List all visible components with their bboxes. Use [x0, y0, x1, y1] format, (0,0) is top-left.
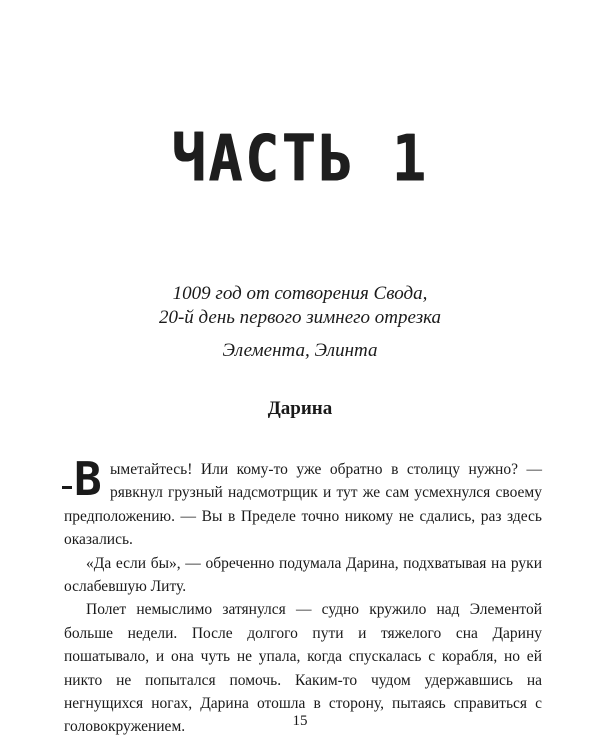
- paragraph: [64, 452, 542, 552]
- place-line: Элемента, Элинта: [222, 340, 378, 361]
- dash-mark: [62, 486, 72, 489]
- paragraph: «Да если бы», — обреченно подумала Дарина, подхватывая на руки ослабевшую Литу.: [64, 554, 542, 596]
- date-line-2: 20-й день первого зимнего отрезка: [158, 307, 442, 328]
- date-line-1: 1009 год от сотворения Свода,: [172, 283, 428, 304]
- paragraph-text: ыметайтесь! Или кому-то уже обратно в столицу нужно? — рявкнул грузный надсмотрщик и тут же сам усмехнулся своему предположению. — Вы в Пределе точно никому не сдались, раз здесь оказались.: [64, 461, 542, 549]
- drop-cap-block: [62, 452, 104, 506]
- page-number: 15: [292, 713, 308, 729]
- body-text: [64, 452, 542, 739]
- chapter-heading: Дарина: [267, 398, 333, 419]
- paragraph: Полет немыслимо затянулся — судно кружило над Элементой больше недели. После долгого пути и тяжелого сна Дарину пошатывало, и она чуть не упала, когда спускалась с корабля, но ей никто не попытался помочь. Каким-то чудом удержавшись на негнущихся ногах, Дарина отошла в сторону, пытаясь справиться с головокружением.: [64, 601, 542, 736]
- drop-cap: В: [74, 452, 102, 506]
- part-title: ЧАСТЬ 1: [171, 122, 429, 197]
